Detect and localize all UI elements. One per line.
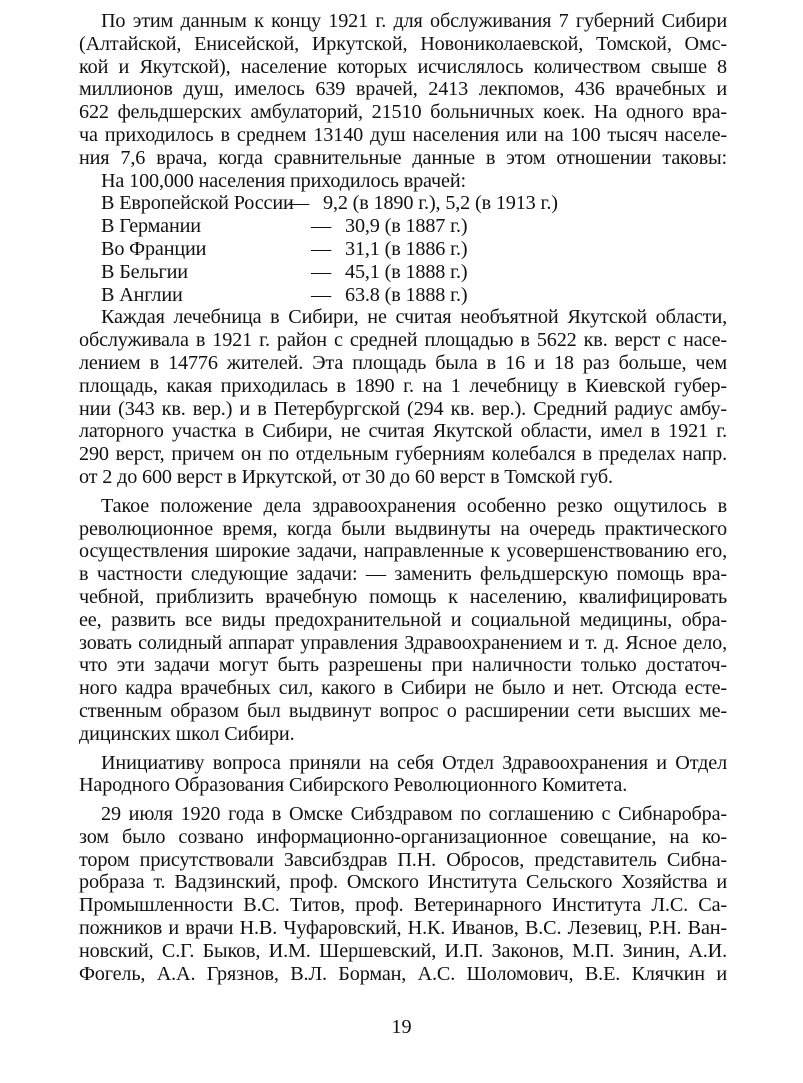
text-line: (Алтайской, Енисейской, Иркутской, Новониколаевской, Томской, Омс- [79, 32, 727, 55]
text-line: ния 7,6 врача, когда сравнительные данные в этом отношении таковы: [79, 146, 727, 169]
text-line: революционное время, когда были выдвинуты на очередь практического [79, 517, 727, 540]
text-line: Промышленности В.С. Титов, проф. Ветеринарного Института Л.С. Са- [79, 894, 727, 917]
text-line: лением в 14776 жителей. Эта площадь была в 16 и 18 раз больше, чем [79, 351, 727, 374]
paragraph-4 [79, 752, 727, 798]
text-line: зом было созвано информационно-организационное совещание, на ко- [79, 825, 727, 848]
text-line: новский, С.Г. Быков, И.М. Шершевский, И.П. Законов, М.П. Зинин, А.И. [79, 939, 727, 962]
text-line: ча приходилось в среднем 13140 душ населения или на 100 тысяч населе- [79, 123, 727, 146]
country-name: В Европейской России [101, 192, 294, 215]
doctor-ratio: 63.8 (в 1888 г.) [345, 283, 468, 306]
country-name: В Германии [101, 215, 201, 238]
dash: — [311, 260, 332, 283]
country-name: Во Франции [101, 237, 207, 260]
page-number: 19 [391, 1016, 412, 1038]
text-line: осуществления широкие задачи, направленные к усовершенствованию его, [79, 540, 727, 563]
table-row [79, 238, 727, 261]
doctor-ratio: 31,1 (в 1886 г.) [345, 237, 468, 260]
text-line: что эти задачи могут быть разрешены при наличности только достаточ- [79, 654, 727, 677]
paragraph-3 [79, 495, 727, 746]
text-line: пожников и врачи Н.В. Чуфаровский, Н.К. Иванов, В.С. Лезевиц, Р.Н. Ван- [79, 917, 727, 940]
text-line: кой и Якутской), население которых исчислялось количеством свыше 8 [79, 55, 727, 78]
text-line: нии (343 кв. вер.) и в Петербургской (294 кв. вер.). Средний радиус амбу- [79, 397, 727, 420]
table-row [79, 261, 727, 284]
text-line: чебной, приблизить врачебную помощь к населению, квалифицировать [79, 585, 727, 608]
text-line: Такое положение дела здравоохранения особенно резко ощутилось в [101, 494, 727, 517]
document-page [79, 10, 727, 985]
text-line: робраза т. Вадзинский, проф. Омского Института Сельского Хозяйства и [79, 871, 727, 894]
text-line: ного кадра врачебных сил, какого в Сибири не было и нет. Отсюда есте- [79, 677, 727, 700]
dash: — [311, 215, 332, 238]
text-line: ее, развить все виды предохранительной и социальной медицины, обра- [79, 608, 727, 631]
text-line: латорного участка в Сибири, не считая Якутской области, имел в 1921 г. [79, 420, 727, 443]
text-line: в частности следующие задачи: — заменить фельдшерскую помощь вра- [79, 563, 727, 586]
text-line: тором присутствовали Завсибздрав П.Н. Обросов, представитель Сибна- [79, 848, 727, 871]
text-line: Инициативу вопроса приняли на себя Отдел Здравоохранения и Отдел [101, 751, 727, 774]
text-line: Каждая лечебница в Сибири, не считая необъятной Якутской области, [101, 306, 727, 329]
table-row [79, 215, 727, 238]
doctor-ratio: 45,1 (в 1888 г.) [345, 260, 468, 283]
country-name: В Англии [101, 283, 183, 306]
dash: — [311, 237, 332, 260]
doctor-ratio: 9,2 (в 1890 г.), 5,2 (в 1913 г.) [323, 192, 558, 215]
text-line: 290 верст, причем он по отдельным губерниям колебался в пределах напр. [79, 443, 727, 466]
table-heading: На 100,000 населения приходилось врачей: [101, 169, 466, 192]
text-line: зовать солидный аппарат управления Здравоохранением и т. д. Ясное дело, [79, 631, 727, 654]
paragraph-1 [79, 10, 727, 170]
doctors-table [79, 170, 727, 307]
text-line: Народного Образования Сибирского Революционного Комитета. [79, 774, 628, 797]
text-line: По этим данным к концу 1921 г. для обслуживания 7 губерний Сибири [101, 10, 727, 32]
text-line: дицинских школ Сибири. [79, 722, 295, 745]
country-name: В Бельгии [101, 260, 188, 283]
text-line: миллионов душ, имелось 639 врачей, 2413 лекпомов, 436 врачебных и [79, 78, 727, 101]
paragraph-2 [79, 306, 727, 488]
dash: — [289, 192, 310, 215]
text-line: Фогель, А.А. Грязнов, В.Л. Борман, А.С. Шоломович, В.Е. Клячкин и [79, 962, 727, 985]
text-line: 29 июля 1920 года в Омске Сибздравом по соглашению с Сибнаробра- [101, 803, 727, 826]
table-row [79, 284, 727, 307]
text-line: обслуживала в 1921 г. район с средней площадью в 5622 кв. верст с насе- [79, 329, 727, 352]
text-line: 622 фельдшерских амбулаторий, 21510 больничных коек. На одного вра- [79, 101, 727, 124]
paragraph-5 [79, 803, 727, 985]
table-row [79, 192, 727, 215]
text-line: ственным образом был выдвинут вопрос о расширении сети высших ме- [79, 699, 727, 722]
doctor-ratio: 30,9 (в 1887 г.) [345, 215, 468, 238]
text-line: площадь, какая приходилась в 1890 г. на 1 лечебницу в Киевской губер- [79, 374, 727, 397]
text-line: от 2 до 600 верст в Иркутской, от 30 до 60 верст в Томской губ. [79, 465, 613, 488]
dash: — [311, 283, 332, 306]
